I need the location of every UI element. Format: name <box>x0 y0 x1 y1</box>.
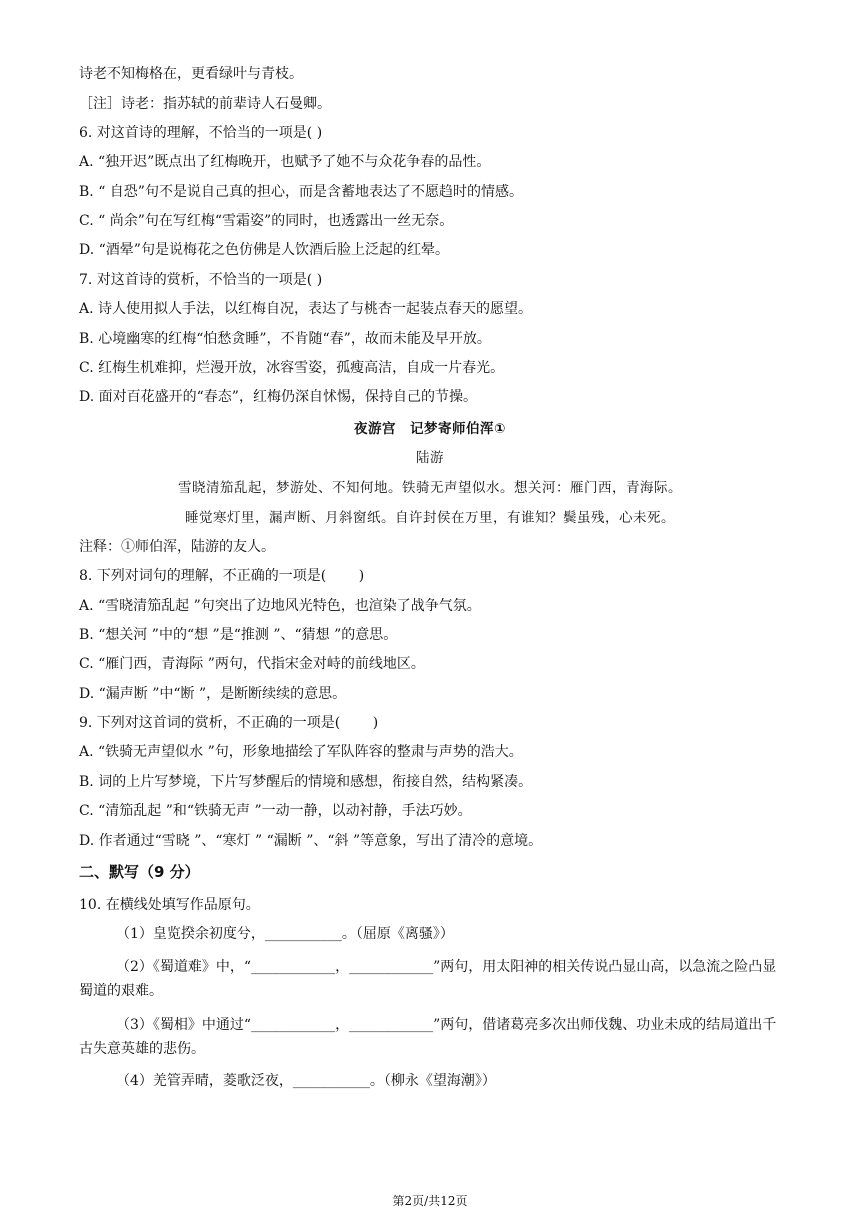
ci-note: 注释：①师伯浑，陆游的友人。 <box>79 539 275 555</box>
question-6-option-c: C. “ 尚余”句在写红梅“雪霜姿”的同时，也透露出一丝无奈。 <box>79 213 454 229</box>
ci-line-2: 睡觉寒灯里，漏声断、月斜窗纸。自许封侯在万里，有谁知？鬓虽残，心未死。 <box>185 510 675 526</box>
question-6-option-d: D. “酒晕”句是说梅花之色仿佛是人饮酒后脸上泛起的红晕。 <box>79 242 449 258</box>
question-6-option-b: B. “ 自恐”句不是说自己真的担心，而是含蓄地表达了不愿趋时的情感。 <box>79 184 523 200</box>
question-10-item-4: （4）羌管弄晴，菱歌泛夜，___________。（柳永《望海潮》） <box>116 1073 496 1089</box>
question-7-stem: 7. 对这首诗的赏析，不恰当的一项是( ) <box>79 272 323 288</box>
question-10-item-3: （3）《蜀相》中通过“____________，____________”两句，借诸葛亮多次出师伐魏、功业未成的结局道出千古失意英雄的悲伤。 <box>79 1017 777 1057</box>
question-8-option-c: C. “雁门西，青海际 ”两句，代指宋金对峙的前线地区。 <box>79 656 425 672</box>
question-8-option-b: B. “想关河 ”中的“想 ”是“推测 ”、“猜想 ”的意思。 <box>79 627 398 643</box>
ci-title: 夜游宫 记梦寄师伯浑① <box>354 421 506 437</box>
question-8-option-a: A. “雪晓清笳乱起 ”句突出了边地风光特色，也渲染了战争气氛。 <box>79 598 481 614</box>
question-7-option-d: D. 面对百花盛开的“春态”，红梅仍深自怵惕，保持自己的节操。 <box>79 389 477 405</box>
question-6-option-a: A. “独开迟”既点出了红梅晚开，也赋予了她不与众花争春的品性。 <box>79 154 491 170</box>
question-7-option-c: C. 红梅生机难抑，烂漫开放，冰容雪姿，孤瘦高洁，自成一片春光。 <box>79 360 505 376</box>
ci-line-1: 雪晓清笳乱起，梦游处、不知何地。铁骑无声望似水。想关河：雁门西，青海际。 <box>178 480 682 496</box>
question-8-stem: 8. 下列对词句的理解，不正确的一项是( ) <box>79 568 365 584</box>
question-9-option-a: A. “铁骑无声望似水 ”句，形象地描绘了军队阵容的整肃与声势的浩大。 <box>79 744 523 760</box>
question-9-stem: 9. 下列对这首词的赏析，不正确的一项是( ) <box>79 715 379 731</box>
question-8-option-d: D. “漏声断 ”中“断 ”，是断断续续的意思。 <box>79 686 347 702</box>
question-7-option-b: B. 心境幽寒的红梅“怕愁贪睡”，不肯随“春”，故而未能及早开放。 <box>79 331 491 347</box>
page-footer: 第2页/共12页 <box>392 1194 468 1208</box>
poem-note: ［注］诗老：指苏轼的前辈诗人石曼卿。 <box>79 96 331 112</box>
question-9-option-b: B. 词的上片写梦境，下片写梦醒后的情境和感想，衔接自然，结构紧凑。 <box>79 774 533 790</box>
question-9-option-d: D. 作者通过“雪晓 ”、“寒灯 ” “漏断 ”、“斜 ”等意象，写出了清冷的意境。 <box>79 833 543 849</box>
question-9-option-c: C. “清笳乱起 ”和“铁骑无声 ”一动一静，以动衬静，手法巧妙。 <box>79 803 472 819</box>
question-10-stem: 10. 在横线处填写作品原句。 <box>79 897 260 913</box>
section-2-heading: 二、默写（9 分） <box>79 863 200 881</box>
ci-author: 陆游 <box>416 450 444 466</box>
question-10-item-2: （2）《蜀道难》中，“____________，____________”两句，用太阳神的相关传说凸显山高，以急流之险凸显蜀道的艰难。 <box>79 959 777 999</box>
poem-line: 诗老不知梅格在，更看绿叶与青枝。 <box>79 66 303 82</box>
question-10-item-1: （1）皇览揆余初度兮，___________。（屈原《离骚》） <box>116 926 454 942</box>
question-6-stem: 6. 对这首诗的理解，不恰当的一项是( ) <box>79 125 323 141</box>
question-7-option-a: A. 诗人使用拟人手法，以红梅自况，表达了与桃杏一起装点春天的愿望。 <box>79 301 533 317</box>
